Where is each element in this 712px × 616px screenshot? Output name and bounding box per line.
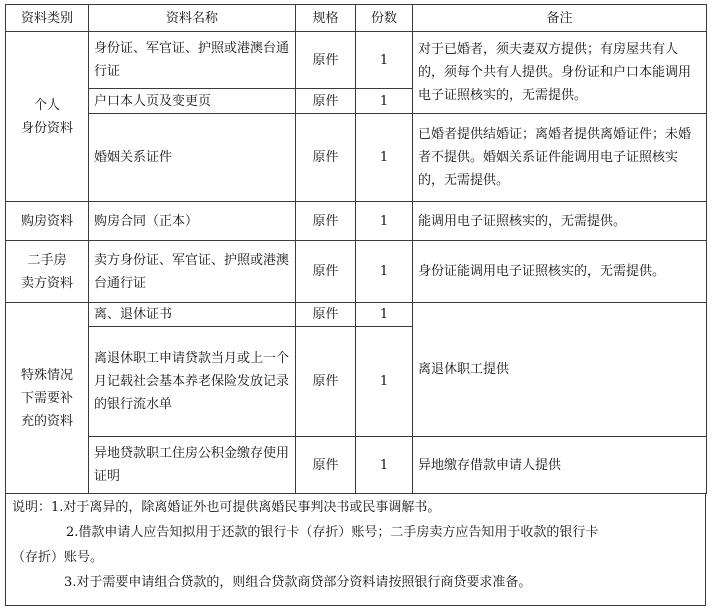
row-name: 离退休职工申请贷款当月或上一个月记载社会基本养老保险发放记录的银行流水单 [89, 327, 296, 437]
row-name: 异地贷款职工住房公积金缴存使用证明 [89, 437, 296, 494]
row-remark: 身份证能调用电子证照核实的，无需提供。 [413, 241, 707, 303]
row-count: 1 [356, 202, 413, 241]
materials-table [5, 4, 707, 494]
row-remark: 已婚者提供结婚证；离婚者提供离婚证件；未婚者不提供。婚姻关系证件能调用电子证照核实的，无需提供。 [413, 114, 707, 202]
header-count: 份数 [356, 5, 413, 32]
note-2-continued: （存折）账号。 [12, 550, 104, 565]
group-personal: 个人 身份资料 [6, 32, 89, 202]
note-2: 2.借款申请人应告知拟用于还款的银行卡（存折）账号；二手房卖方应告知用于收款的银行卡 [66, 525, 599, 540]
group-seller: 二手房 卖方资料 [6, 241, 89, 303]
row-count: 1 [356, 241, 413, 303]
row-spec: 原件 [296, 241, 356, 303]
header-name: 资料名称 [89, 5, 296, 32]
group-special: 特殊情况 下需要补 充的资料 [6, 303, 89, 494]
table-row [6, 114, 707, 202]
row-spec: 原件 [296, 327, 356, 437]
row-spec: 原件 [296, 114, 356, 202]
row-spec: 原件 [296, 437, 356, 494]
row-spec: 原件 [296, 89, 356, 114]
row-count: 1 [356, 437, 413, 494]
row-name: 卖方身份证、军官证、护照或港澳台通行证 [89, 241, 296, 303]
table-row [6, 202, 707, 241]
note-1: 说明：1.对于离异的，除离婚证外也可提供离婚民事判决书或民事调解书。 [12, 500, 441, 515]
row-name: 身份证、军官证、护照或港澳台通行证 [89, 32, 296, 89]
table-row [6, 437, 707, 494]
row-name: 离、退休证书 [89, 303, 296, 327]
row-name: 购房合同（正本） [89, 202, 296, 241]
group-purchase: 购房资料 [6, 202, 89, 241]
row-remark: 对于已婚者，须夫妻双方提供；有房屋共有人的，须每个共有人提供。身份证和户口本能调用电子证照核实的，无需提供。 [413, 32, 707, 114]
row-remark: 异地缴存借款申请人提供 [413, 437, 707, 494]
header-spec: 规格 [296, 5, 356, 32]
row-count: 1 [356, 89, 413, 114]
row-name: 婚姻关系证件 [89, 114, 296, 202]
row-remark: 离退休职工提供 [413, 303, 707, 437]
header-remark: 备注 [413, 5, 707, 32]
table-row [6, 241, 707, 303]
document [5, 4, 706, 606]
row-count: 1 [356, 32, 413, 89]
table-row [6, 303, 707, 327]
row-count: 1 [356, 303, 413, 327]
row-spec: 原件 [296, 32, 356, 89]
notes-section [5, 494, 706, 606]
row-count: 1 [356, 327, 413, 437]
row-name: 户口本人页及变更页 [89, 89, 296, 114]
header-category: 资料类别 [6, 5, 89, 32]
table-row [6, 32, 707, 89]
note-3: 3.对于需要申请组合贷款的，则组合贷款商贷部分资料请按照银行商贷要求准备。 [64, 575, 532, 590]
row-remark: 能调用电子证照核实的，无需提供。 [413, 202, 707, 241]
header-row [6, 5, 707, 32]
row-count: 1 [356, 114, 413, 202]
row-spec: 原件 [296, 202, 356, 241]
row-spec: 原件 [296, 303, 356, 327]
